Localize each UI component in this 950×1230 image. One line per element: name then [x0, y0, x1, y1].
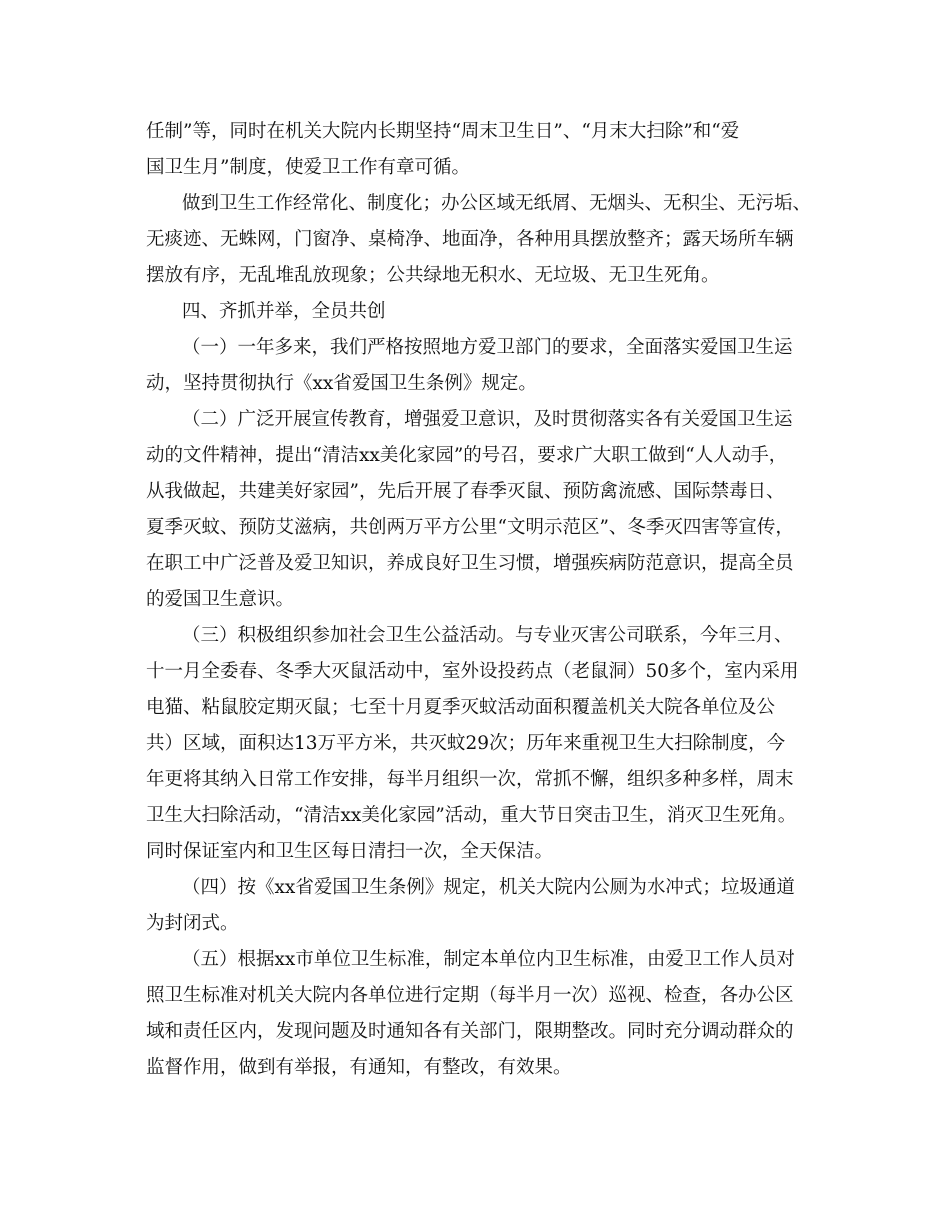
text-line: 无痰迹、无蛛网，门窗净、桌椅净、地面净，各种用具摆放整齐；露天场所车辆	[146, 229, 794, 250]
text-line: （四）按《xx省爱国卫生条例》规定，机关大院内公厕为水冲式；垃圾通道	[182, 877, 795, 898]
text-line: 域和责任区内，发现问题及时通知各有关部门，限期整改。同时充分调动群众的	[146, 1021, 794, 1042]
text-line: 摆放有序，无乱堆乱放现象；公共绿地无积水、无垃圾、无卫生死角。	[146, 265, 720, 286]
text-line: 年更将其纳入日常工作安排，每半月组织一次，常抓不懈，组织多种多样，周末	[146, 769, 794, 790]
text-line: （三）积极组织参加社会卫生公益活动。与专业灭害公司联系，今年三月、	[182, 625, 793, 646]
text-line: （一）一年多来，我们严格按照地方爱卫部门的要求，全面落实爱国卫生运	[182, 337, 793, 358]
text-line: 做到卫生工作经常化、制度化；办公区域无纸屑、无烟头、无积尘、无污垢、	[182, 193, 812, 214]
text-line: （二）广泛开展宣传教育，增强爱卫意识，及时贯彻落实各有关爱国卫生运	[182, 409, 793, 430]
text-line: 动，坚持贯彻执行《xx省爱国卫生条例》规定。	[146, 373, 537, 394]
text-line: 从我做起，共建美好家园”，先后开展了春季灭鼠、预防禽流感、国际禁毒日、	[146, 481, 785, 502]
text-line: 国卫生月”制度，使爱卫工作有章可循。	[146, 157, 470, 178]
text-line: 夏季灭蚊、预防艾滋病，共创两万平方公里“文明示范区”、冬季灭四害等宣传，	[146, 517, 794, 538]
text-line: （五）根据xx市单位卫生标准，制定本单位内卫生标准，由爱卫工作人员对	[182, 949, 795, 970]
text-line: 共）区域，面积达13万平方米，共灭蚊29次；历年来重视卫生大扫除制度，今	[146, 733, 786, 754]
section-heading: 四、齐抓并举，全员共创	[182, 301, 386, 322]
text-line: 为封闭式。	[146, 913, 239, 934]
text-line: 动的文件精神，提出“清洁xx美化家园”的号召，要求广大职工做到“人人动手，	[146, 445, 788, 466]
text-line: 十一月全委春、冬季大灭鼠活动中，室外设投药点（老鼠洞）50多个，室内采用	[146, 661, 799, 682]
text-line: 在职工中广泛普及爱卫知识，养成良好卫生习惯，增强疾病防范意识，提高全员	[146, 553, 794, 574]
text-line: 电猫、粘鼠胶定期灭鼠；七至十月夏季灭蚊活动面积覆盖机关大院各单位及公	[146, 697, 776, 718]
text-line: 的爱国卫生意识。	[146, 589, 295, 610]
text-line: 同时保证室内和卫生区每日清扫一次，全天保洁。	[146, 841, 554, 862]
text-line: 照卫生标准对机关大院内各单位进行定期（每半月一次）巡视、检查，各办公区	[146, 985, 794, 1006]
text-line: 任制”等，同时在机关大院内长期坚持“周末卫生日”、“月末大扫除”和“爱	[146, 121, 740, 142]
text-line: 卫生大扫除活动，“清洁xx美化家园”活动，重大节日突击卫生，消灭卫生死角。	[146, 805, 797, 826]
text-line: 监督作用，做到有举报，有通知，有整改，有效果。	[146, 1057, 572, 1078]
